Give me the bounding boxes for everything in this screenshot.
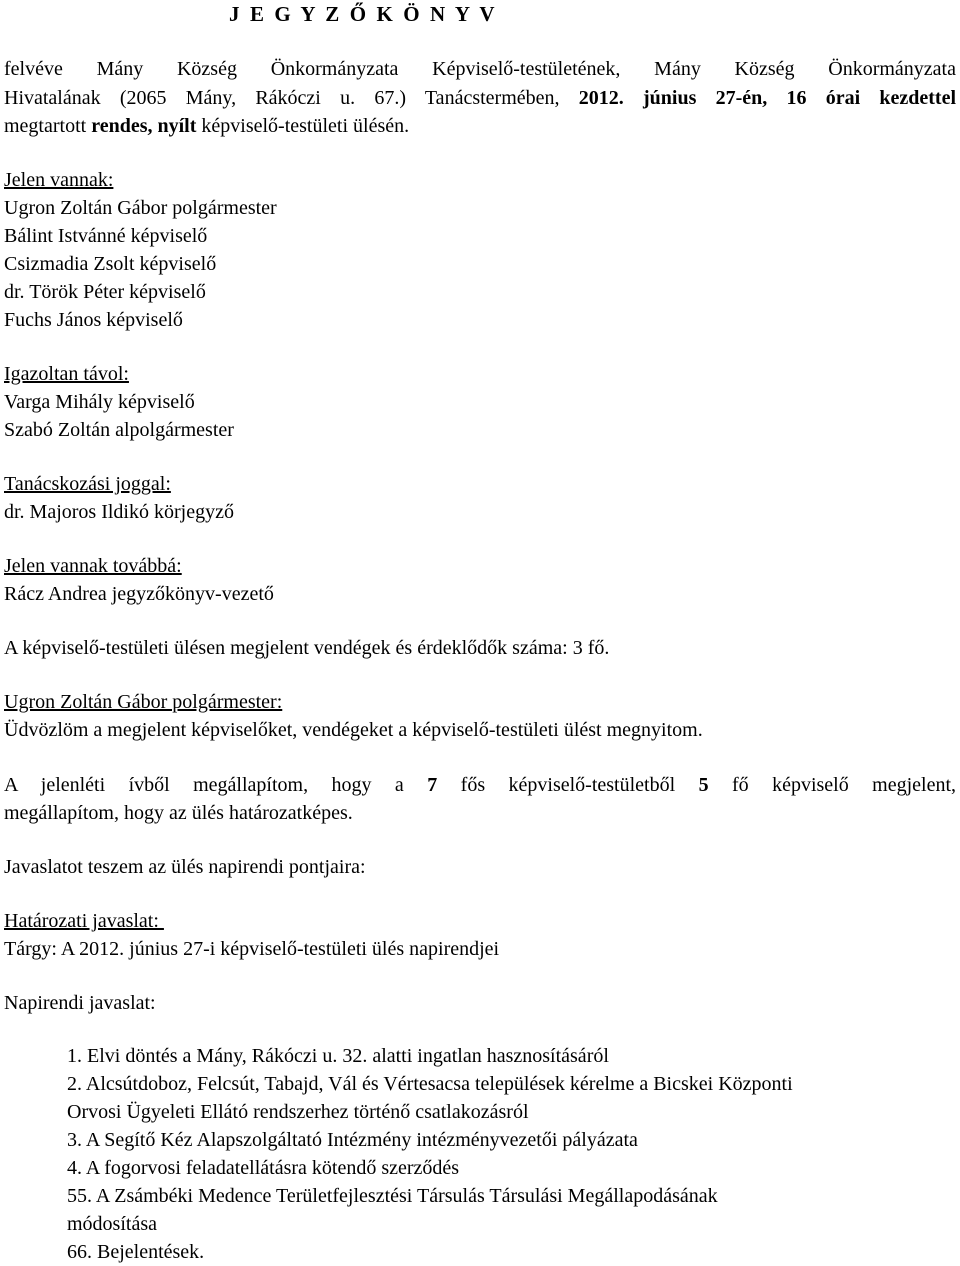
- quorum-total-members: 7: [427, 774, 438, 796]
- agenda-item-text: 66. Bejelentések.: [67, 1241, 205, 1263]
- agenda-item: [4, 1070, 956, 1126]
- agenda-item: [4, 1154, 956, 1182]
- absent-heading: Igazoltan távol:: [4, 363, 129, 385]
- advisory-heading: Tanácskozási joggal:: [4, 473, 171, 495]
- quorum-line-1: [4, 771, 956, 799]
- agenda-item-text: 1. Elvi döntés a Mány, Rákóczi u. 32. alatti ingatlan hasznosításáról: [67, 1045, 609, 1067]
- document-title: J E G Y Z Ő K Ö N Y V: [229, 2, 498, 26]
- present-member: dr. Török Péter képviselő: [4, 281, 206, 303]
- intro-date-text: 2012. június 27-én, 16 órai kezdettel: [578, 87, 957, 109]
- agenda-list: [4, 1042, 956, 1266]
- present-member: Fuchs János képviselő: [4, 309, 183, 331]
- agenda-item-text-continued: módosítása: [67, 1213, 157, 1235]
- agenda-item-text: 2. Alcsútdoboz, Felcsút, Tabajd, Vál és Vértesacsa települések kérelme a Bicskei Központi: [67, 1073, 793, 1095]
- resolution-subject: Tárgy: A 2012. június 27-i képviselő-testületi ülés napirendjei: [4, 938, 500, 960]
- speaker-name: Ugron Zoltán Gábor polgármester:: [4, 691, 283, 713]
- speaker-greeting: Üdvözlöm a megjelent képviselőket, vendégeket a képviselő-testületi ülést megnyitom.: [4, 719, 703, 741]
- intro-session-type: rendes, nyílt: [91, 115, 197, 137]
- present-member: Ugron Zoltán Gábor polgármester: [4, 197, 277, 219]
- also-present-heading: Jelen vannak továbbá:: [4, 555, 182, 577]
- intro-line-1: felvéve Mány Község Önkormányzata Képviselő-testületének, Mány Község Önkormányzata: [4, 58, 956, 80]
- agenda-item-text-continued: Orvosi Ügyeleti Ellátó rendszerhez történő csatlakozásról: [67, 1101, 529, 1123]
- resolution-heading: Határozati javaslat:: [4, 910, 164, 932]
- intro-held-text: megtartott: [4, 115, 92, 137]
- guests-count-text: A képviselő-testületi ülésen megjelent vendégek és érdeklődők száma: 3 fő.: [4, 637, 610, 659]
- intro-line-2: [4, 84, 956, 112]
- intro-location-text: Hivatalának (2065 Mány, Rákóczi u. 67.) Tanácstermében,: [4, 87, 579, 109]
- proposal-intro: Javaslatot teszem az ülés napirendi pontjaira:: [4, 856, 366, 878]
- agenda-item-text: 3. A Segítő Kéz Alapszolgáltató Intézmény intézményvezetői pályázata: [67, 1129, 638, 1151]
- absent-member: Szabó Zoltán alpolgármester: [4, 419, 234, 441]
- advisory-member: dr. Majoros Ildikó körjegyző: [4, 501, 234, 523]
- agenda-item-text: 55. A Zsámbéki Medence Területfejlesztési Társulás Társulási Megállapodásának: [67, 1185, 718, 1207]
- present-member: Csizmadia Zsolt képviselő: [4, 253, 217, 275]
- absent-member: Varga Mihály képviselő: [4, 391, 195, 413]
- also-present-member: Rácz Andrea jegyzőkönyv-vezető: [4, 583, 274, 605]
- quorum-text-c: fő képviselő megjelent,: [708, 774, 957, 796]
- quorum-text-b: fős képviselő-testületből: [437, 774, 699, 796]
- agenda-item: [4, 1126, 956, 1154]
- agenda-heading: Napirendi javaslat:: [4, 992, 156, 1014]
- present-heading: Jelen vannak:: [4, 169, 114, 191]
- intro-session-text: képviselő-testületi ülésén.: [196, 115, 410, 137]
- agenda-item: [4, 1182, 956, 1238]
- present-member: Bálint Istvánné képviselő: [4, 225, 208, 247]
- quorum-present-members: 5: [698, 774, 709, 796]
- agenda-item-text: 4. A fogorvosi feladatellátásra kötendő szerződés: [67, 1157, 460, 1179]
- quorum-line-2: megállapítom, hogy az ülés határozatképes.: [4, 802, 353, 824]
- intro-line-3: [4, 112, 409, 140]
- agenda-item: [4, 1238, 956, 1266]
- quorum-text-a: A jelenléti ívből megállapítom, hogy a: [4, 774, 428, 796]
- agenda-item: [4, 1042, 956, 1070]
